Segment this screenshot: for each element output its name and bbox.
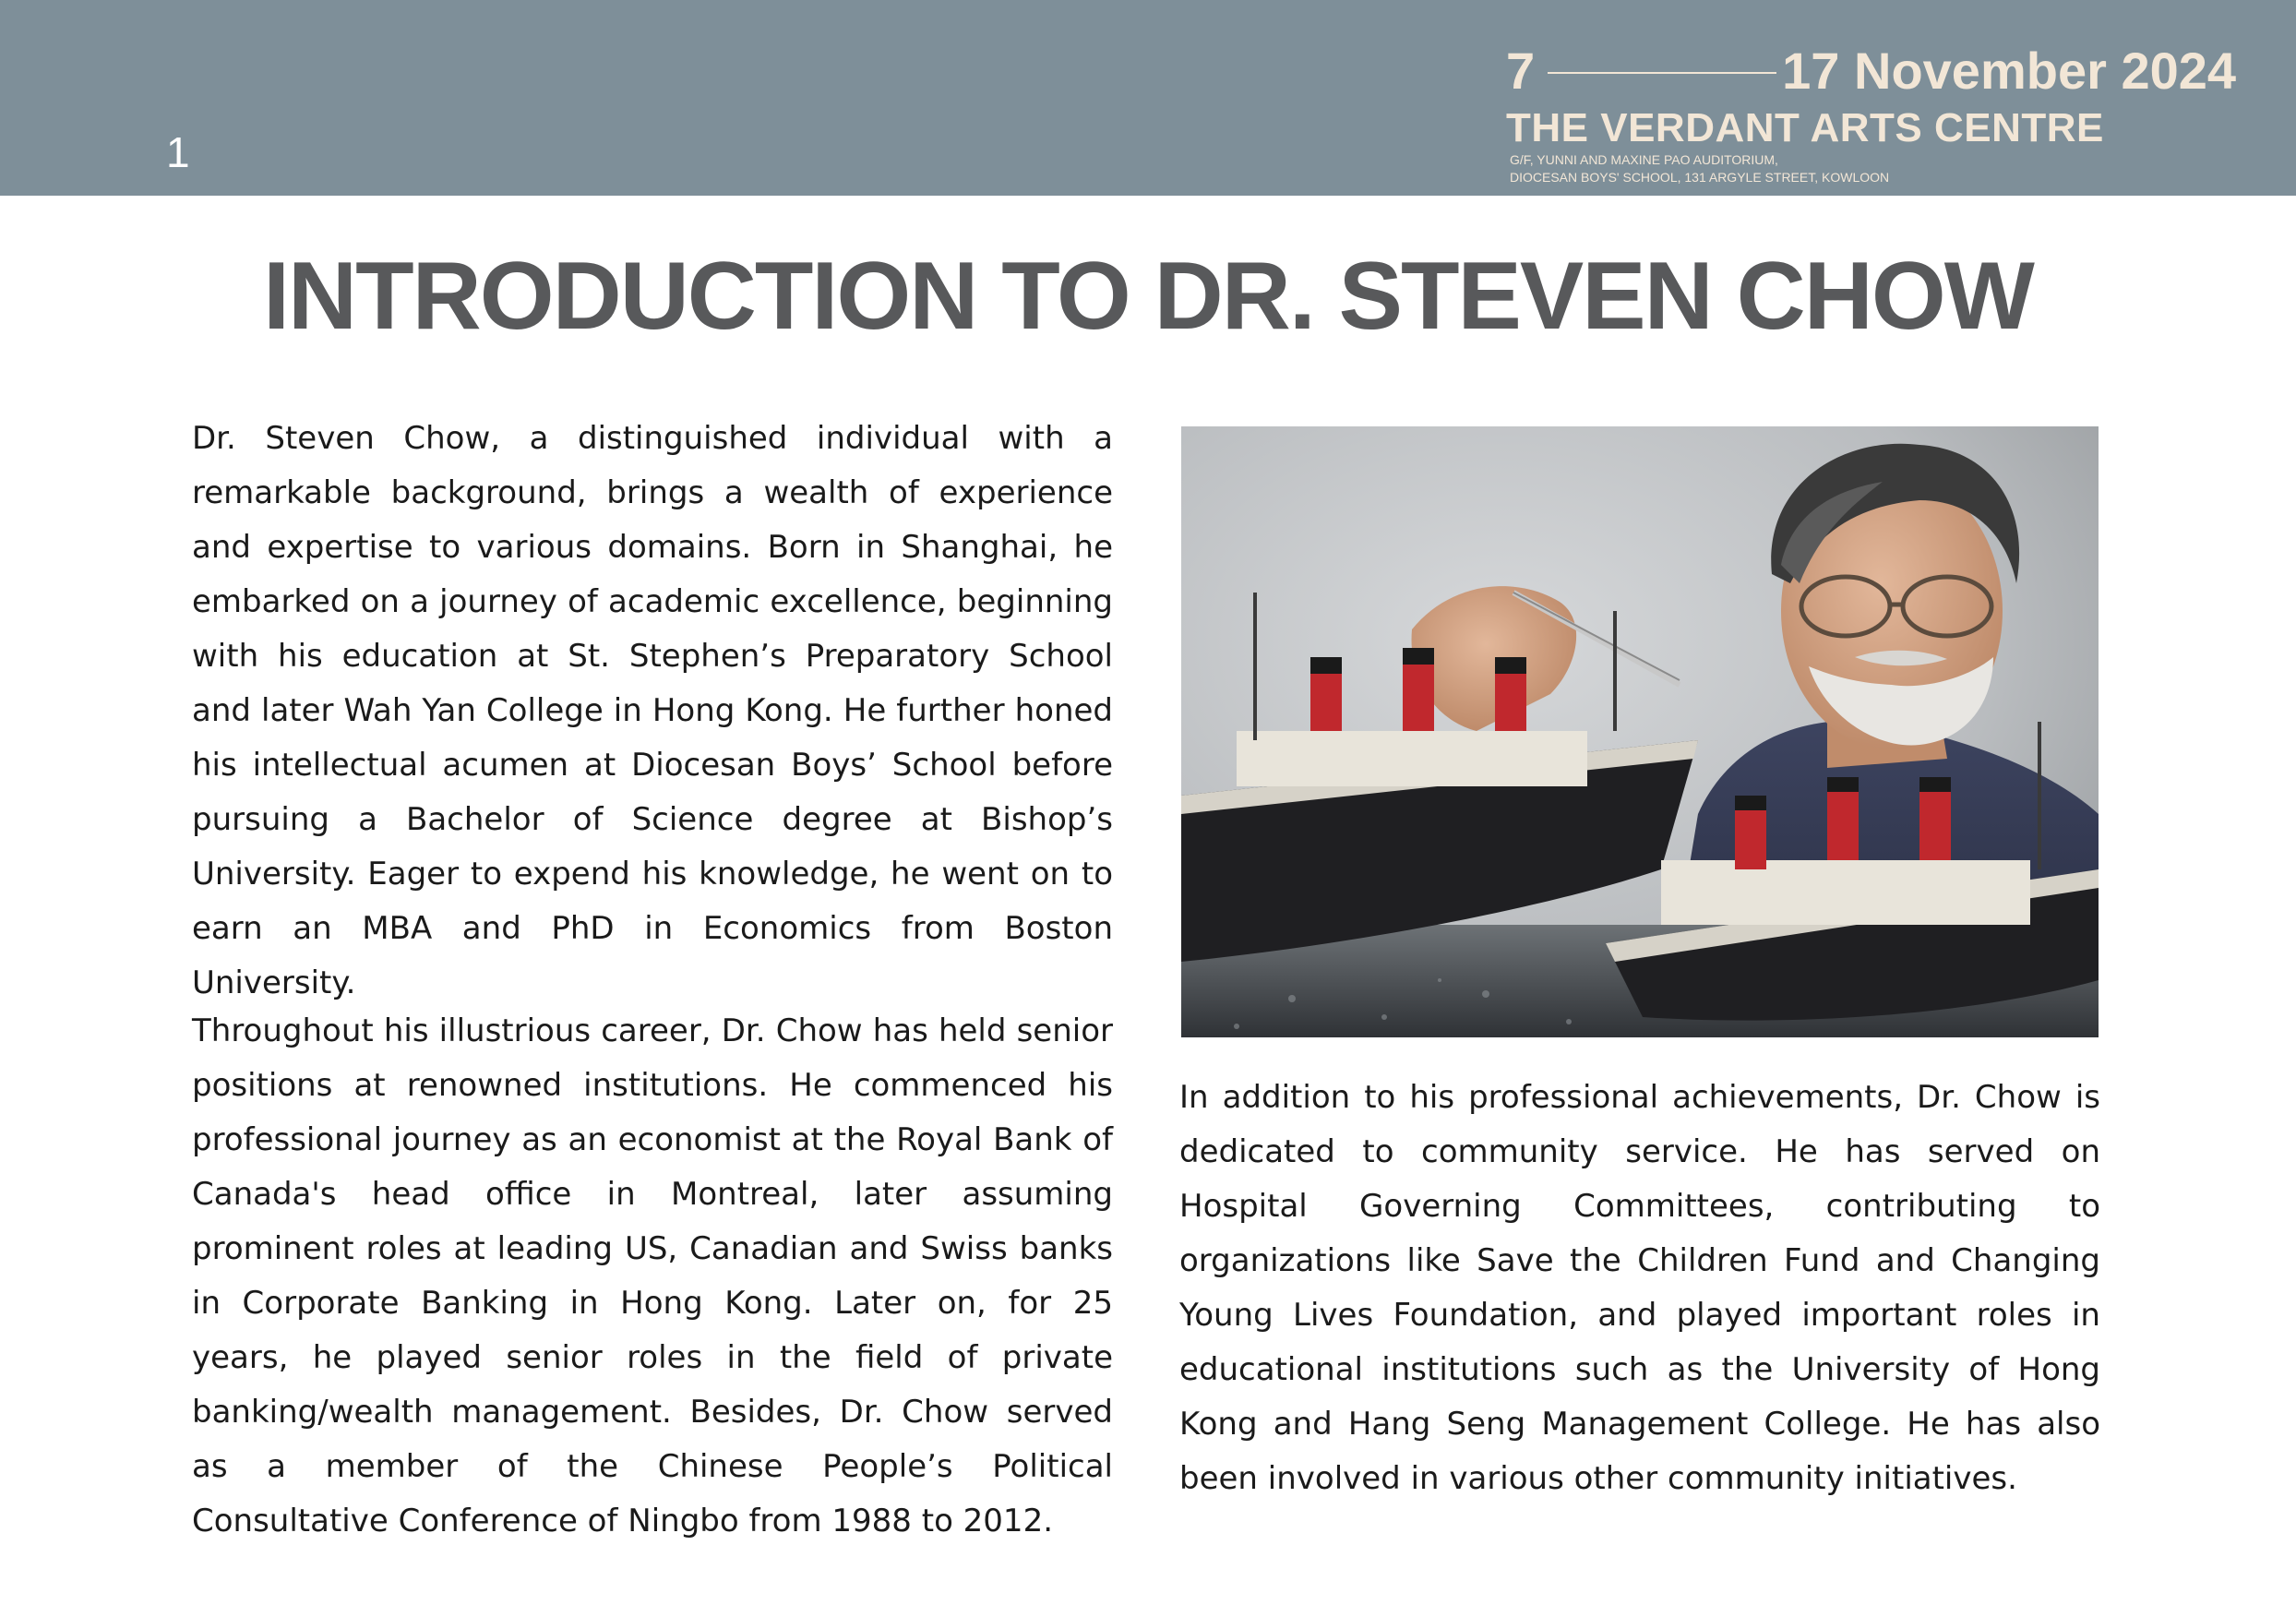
- intro-paragraph-community: In addition to his professional achievements, Dr. Chow is dedicated to community service. He has served on Hospital Governing Committees, contributing to organizations like Save the Children Fund and Changing Young Lives Foundation, and played important roles in educational institutions such as the University of Hong Kong and Hang Seng Management College. He has also been involved in various other community initiatives.: [1179, 1079, 2100, 1497]
- date-start: 7: [1506, 42, 1536, 100]
- venue-address-line: G/F, YUNNI AND MAXINE PAO AUDITORIUM,: [1510, 152, 1778, 167]
- date-end: 17 November 2024: [1782, 42, 2237, 100]
- date-range-line: [1548, 72, 1776, 74]
- venue-name: THE VERDANT ARTS CENTRE: [1506, 105, 2104, 150]
- portrait-photo: [1181, 426, 2099, 1037]
- page-number: 1: [166, 128, 190, 176]
- page-title: INTRODUCTION TO DR. STEVEN CHOW: [263, 243, 2033, 350]
- venue-address-line: DIOCESAN BOYS' SCHOOL, 131 ARGYLE STREET, KOWLOON: [1510, 170, 1890, 185]
- venue-address: [1510, 151, 1889, 186]
- intro-paragraph-career: Throughout his illustrious career, Dr. Chow has held senior positions at renowned institutions. He commenced his professional journey as an economist at the Royal Bank of Canada's head office in Montreal, later assuming prominent roles at leading US, Canadian and Swiss banks in Corporate Banking in Hong Kong. Later on, for 25 years, he played senior roles in the field of private banking/wealth management. Besides, Dr. Chow served as a member of the Chinese People’s Political Consultative Conference of Ningbo from 1988 to 2012.: [192, 1012, 1113, 1539]
- event-dates: [1506, 41, 2236, 101]
- intro-paragraph-education: Dr. Steven Chow, a distinguished individual with a remarkable background, brings a wealth of experience and expertise to various domains. Born in Shanghai, he embarked on a journey of academic excellence, beginning with his education at St. Stephen’s Preparatory School and later Wah Yan College in Hong Kong. He further honed his intellectual acumen at Diocesan Boys’ School before pursuing a Bachelor of Science degree at Bishop’s University. Eager to expend his knowledge, he went on to earn an MBA and PhD in Economics from Boston University.: [192, 420, 1113, 1001]
